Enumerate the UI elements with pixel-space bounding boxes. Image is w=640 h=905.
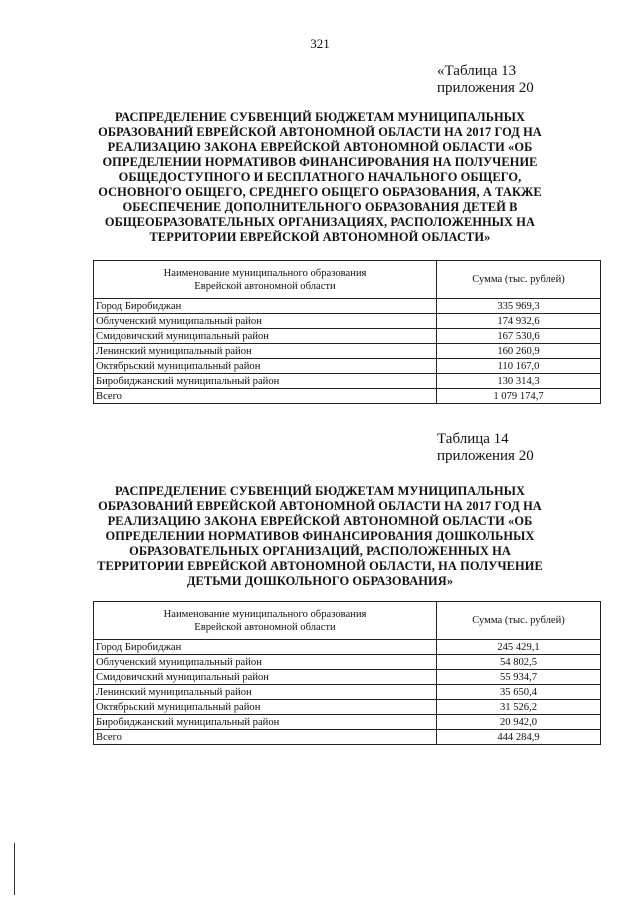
- table13: [93, 260, 601, 404]
- row-name: Смидовичский муниципальный район: [94, 670, 437, 685]
- column-header-amount: Сумма (тыс. рублей): [437, 261, 601, 299]
- row-amount: 31 526,2: [437, 700, 601, 715]
- row-amount: 35 650,4: [437, 685, 601, 700]
- table-row: [94, 314, 601, 329]
- row-name: Биробиджанский муниципальный район: [94, 374, 437, 389]
- column-header-name-line1: Наименование муниципального образования: [163, 608, 367, 620]
- row-amount: 444 284,9: [437, 730, 601, 745]
- column-header-name-line1: Наименование муниципального образования: [163, 267, 367, 279]
- row-amount: 167 530,6: [437, 329, 601, 344]
- row-amount: 110 167,0: [437, 359, 601, 374]
- row-amount: 160 260,9: [437, 344, 601, 359]
- heading-line: ОПРЕДЕЛЕНИИ НОРМАТИВОВ ФИНАНСИРОВАНИЯ ДОШКОЛЬНЫХ: [105, 529, 535, 543]
- column-header-name-line2: Еврейской автономной области: [194, 280, 336, 292]
- heading-line: ОБЩЕДОСТУПНОГО И БЕСПЛАТНОГО НАЧАЛЬНОГО ОБЩЕГО,: [118, 170, 522, 184]
- row-amount: 335 969,3: [437, 299, 601, 314]
- heading-line: ДЕТЬМИ ДОШКОЛЬНОГО ОБРАЗОВАНИЯ»: [186, 574, 454, 588]
- column-header-name: [94, 261, 437, 299]
- heading-line: РЕАЛИЗАЦИЮ ЗАКОНА ЕВРЕЙСКОЙ АВТОНОМНОЙ ОБЛАСТИ «ОБ: [107, 140, 533, 154]
- table-row: [94, 670, 601, 685]
- table-row: [94, 359, 601, 374]
- scan-margin-line: [14, 843, 15, 895]
- table14-caption: [437, 431, 534, 465]
- table13-heading: [80, 110, 560, 245]
- row-amount: 245 429,1: [437, 640, 601, 655]
- heading-line: ТЕРРИТОРИИ ЕВРЕЙСКОЙ АВТОНОМНОЙ ОБЛАСТИ, НА ПОЛУЧЕНИЕ: [97, 559, 543, 573]
- heading-line: ОБЕСПЕЧЕНИЕ ДОПОЛНИТЕЛЬНОГО ОБРАЗОВАНИЯ ДЕТЕЙ В: [122, 200, 518, 214]
- table14-heading: [80, 484, 560, 589]
- table-row: [94, 655, 601, 670]
- heading-line: ОБРАЗОВАНИЙ ЕВРЕЙСКОЙ АВТОНОМНОЙ ОБЛАСТИ НА 2017 ГОД НА: [98, 125, 542, 139]
- table14: [93, 601, 601, 745]
- heading-line: РЕАЛИЗАЦИЮ ЗАКОНА ЕВРЕЙСКОЙ АВТОНОМНОЙ ОБЛАСТИ «ОБ: [107, 514, 533, 528]
- row-amount: 20 942,0: [437, 715, 601, 730]
- row-name: Смидовичский муниципальный район: [94, 329, 437, 344]
- heading-line: ОСНОВНОГО ОБЩЕГО, СРЕДНЕГО ОБЩЕГО ОБРАЗОВАНИЯ, А ТАКЖЕ: [98, 185, 542, 199]
- table-total-row: [94, 730, 601, 745]
- table-header-row: [94, 602, 601, 640]
- table13-caption-title: «Таблица 13: [437, 63, 517, 79]
- row-name: Биробиджанский муниципальный район: [94, 715, 437, 730]
- table-row: [94, 640, 601, 655]
- row-name: Ленинский муниципальный район: [94, 344, 437, 359]
- row-name: Всего: [94, 389, 437, 404]
- table-total-row: [94, 389, 601, 404]
- table-header-row: [94, 261, 601, 299]
- row-amount: 130 314,3: [437, 374, 601, 389]
- row-amount: 174 932,6: [437, 314, 601, 329]
- table-row: [94, 374, 601, 389]
- row-amount: 1 079 174,7: [437, 389, 601, 404]
- table-row: [94, 299, 601, 314]
- heading-line: ОБЩЕОБРАЗОВАТЕЛЬНЫХ ОРГАНИЗАЦИЯХ, РАСПОЛОЖЕННЫХ НА: [104, 215, 536, 229]
- heading-line: ТЕРРИТОРИИ ЕВРЕЙСКОЙ АВТОНОМНОЙ ОБЛАСТИ»: [149, 230, 491, 244]
- table14-caption-appendix: приложения 20: [437, 448, 534, 464]
- column-header-name: [94, 602, 437, 640]
- heading-line: ОБРАЗОВАНИЙ ЕВРЕЙСКОЙ АВТОНОМНОЙ ОБЛАСТИ НА 2017 ГОД НА: [98, 499, 542, 513]
- row-name: Облученский муниципальный район: [94, 314, 437, 329]
- row-name: Октябрьский муниципальный район: [94, 359, 437, 374]
- row-name: Ленинский муниципальный район: [94, 685, 437, 700]
- heading-line: РАСПРЕДЕЛЕНИЕ СУБВЕНЦИЙ БЮДЖЕТАМ МУНИЦИПАЛЬНЫХ: [114, 484, 526, 498]
- heading-line: ОПРЕДЕЛЕНИИ НОРМАТИВОВ ФИНАНСИРОВАНИЯ НА ПОЛУЧЕНИЕ: [102, 155, 538, 169]
- heading-line: ОБРАЗОВАТЕЛЬНЫХ ОРГАНИЗАЦИЙ, РАСПОЛОЖЕННЫХ НА: [129, 544, 511, 558]
- row-name: Октябрьский муниципальный район: [94, 700, 437, 715]
- row-name: Город Биробиджан: [94, 299, 437, 314]
- row-amount: 54 802,5: [437, 655, 601, 670]
- table-row: [94, 715, 601, 730]
- table13-caption-appendix: приложения 20: [437, 80, 534, 96]
- table13-caption: [437, 63, 534, 97]
- table-row: [94, 685, 601, 700]
- column-header-name-line2: Еврейской автономной области: [194, 621, 336, 633]
- table-row: [94, 344, 601, 359]
- heading-line: РАСПРЕДЕЛЕНИЕ СУБВЕНЦИЙ БЮДЖЕТАМ МУНИЦИПАЛЬНЫХ: [114, 110, 526, 124]
- column-header-amount: Сумма (тыс. рублей): [437, 602, 601, 640]
- page-number: 321: [310, 36, 330, 51]
- row-name: Всего: [94, 730, 437, 745]
- row-name: Облученский муниципальный район: [94, 655, 437, 670]
- row-amount: 55 934,7: [437, 670, 601, 685]
- table-row: [94, 700, 601, 715]
- table14-caption-title: Таблица 14: [437, 431, 509, 447]
- row-name: Город Биробиджан: [94, 640, 437, 655]
- table-row: [94, 329, 601, 344]
